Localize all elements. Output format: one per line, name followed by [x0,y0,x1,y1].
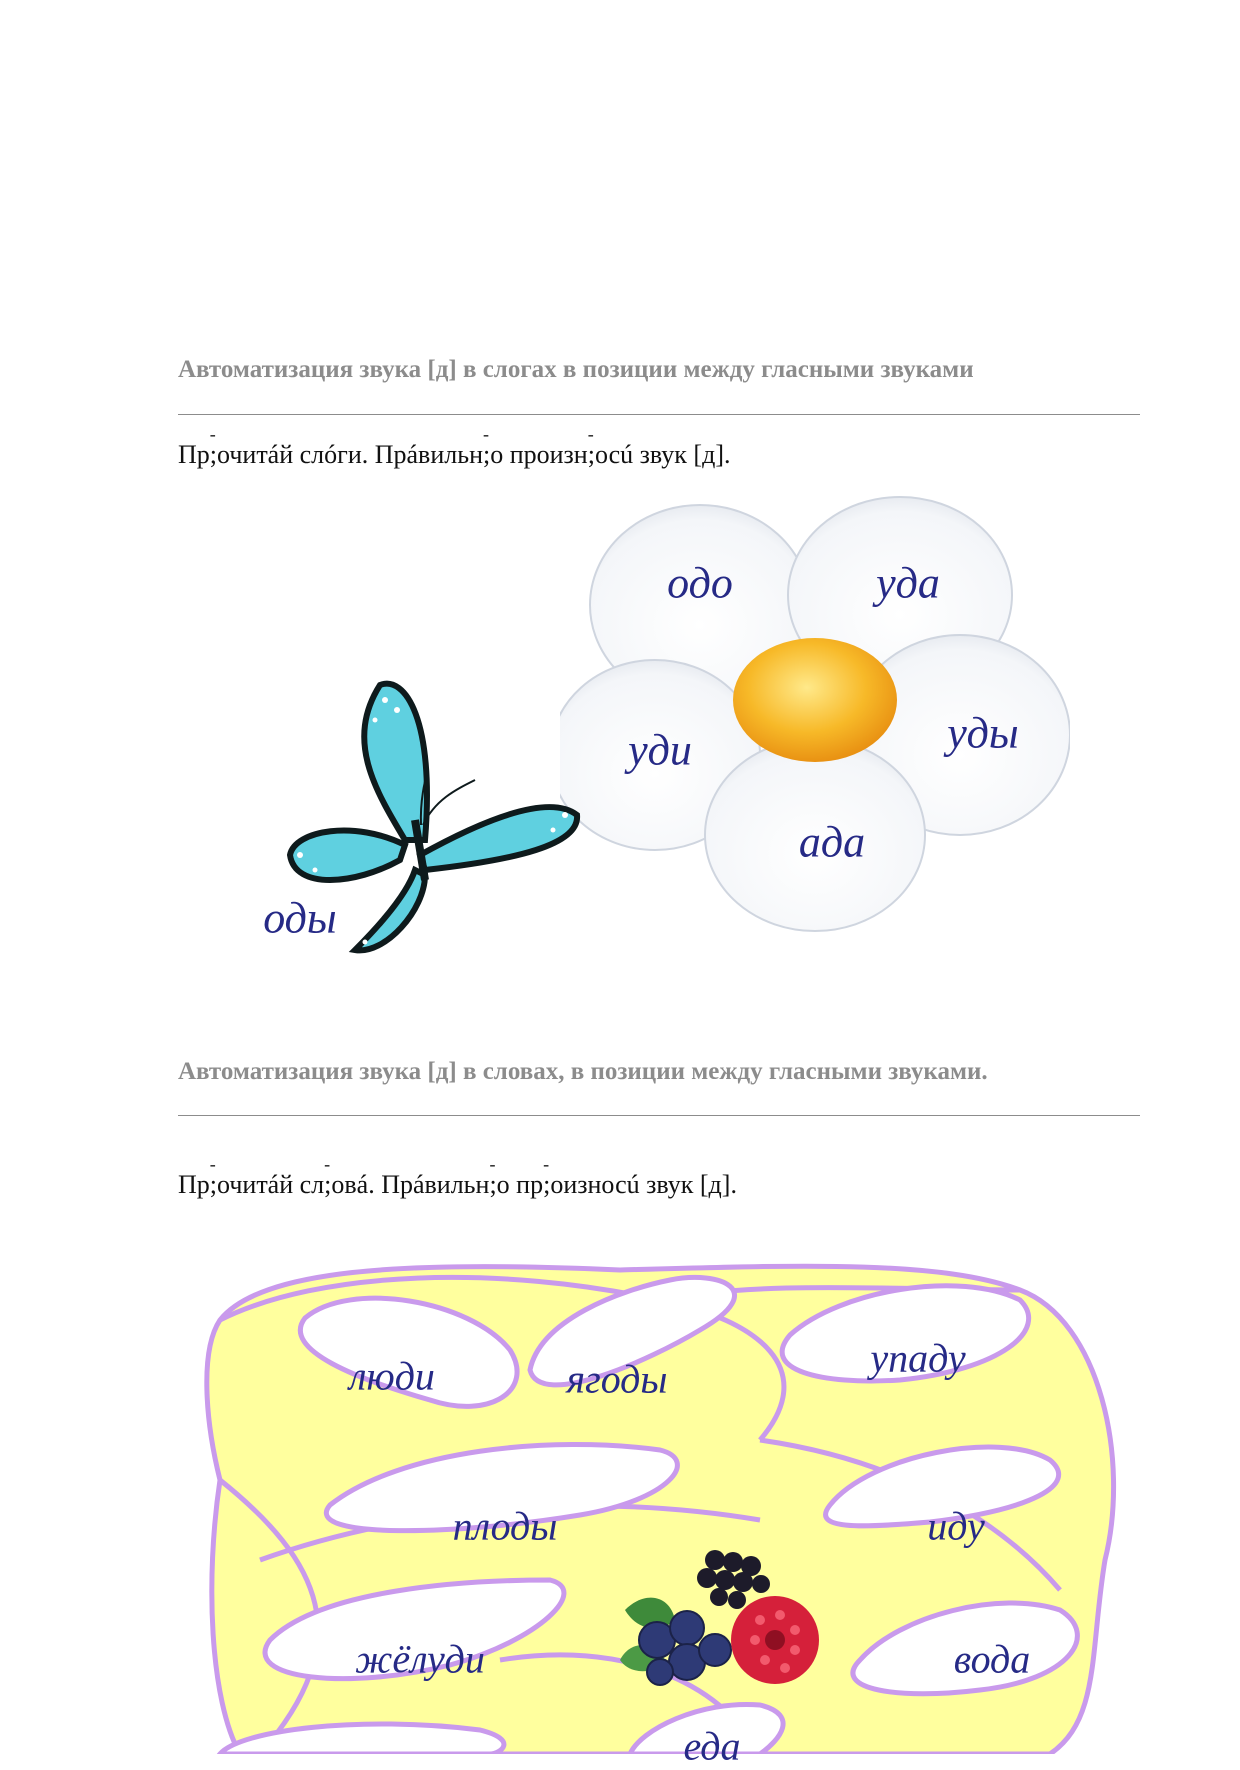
instruction-part: - ;овá. Прáвильн [324,1170,489,1199]
word: вода [953,1636,1031,1682]
section2-instruction [178,1170,737,1200]
instruction-part: - ;о пр [489,1170,543,1199]
word: люди [349,1353,435,1399]
section1-divider [178,414,1140,415]
section2-heading: Автоматизация звука [д] в словах, в позиции между гласными звуками. [178,1058,988,1085]
syllable: уди [628,725,692,775]
instruction-part: - ;о произн [483,440,588,469]
word: упаду [870,1335,966,1381]
syllable: уда [876,558,940,608]
instruction-part: - ;оизносú звук [д]. [543,1170,737,1199]
syllable: уды [947,708,1019,758]
section1-heading: Автоматизация звука [д] в слогах в позиции между гласными звуками [178,356,974,383]
syllable: ада [798,817,866,867]
word: жёлуди [355,1636,485,1682]
word: еда [683,1723,741,1769]
word: плоды [452,1503,558,1549]
syllable: оды [263,893,337,943]
berries-image [615,1540,825,1690]
syllable: одо [667,558,733,608]
instruction-part: - ;осú звук [д]. [588,440,731,469]
word: ягоды [566,1356,668,1402]
section2-divider [178,1115,1140,1116]
word: иду [927,1503,985,1549]
section1-instruction [178,440,730,470]
instruction-part: Пр [178,1170,210,1199]
instruction-part: - ;очитáй сл [210,1170,324,1199]
instruction-part: - ;очитáй слóги. Прáвильн [210,440,483,469]
instruction-part: Пр [178,440,210,469]
